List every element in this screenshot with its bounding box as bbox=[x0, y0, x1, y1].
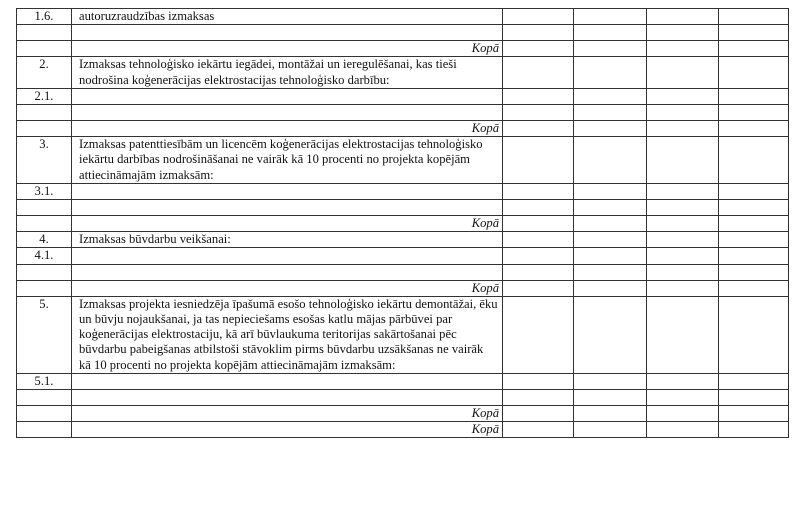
amount-cell bbox=[503, 373, 574, 389]
amount-cell bbox=[647, 232, 719, 248]
blank-row bbox=[17, 25, 789, 41]
row-number: 3. bbox=[17, 137, 72, 184]
amount-cell bbox=[503, 9, 574, 25]
amount-cell bbox=[647, 200, 719, 216]
amount-cell bbox=[503, 390, 574, 406]
amount-cell bbox=[647, 25, 719, 41]
cost-table-page bbox=[16, 8, 789, 438]
amount-cell bbox=[719, 200, 789, 216]
row-description bbox=[72, 248, 503, 264]
amount-cell bbox=[647, 183, 719, 199]
amount-cell bbox=[503, 41, 574, 57]
amount-cell bbox=[719, 232, 789, 248]
amount-cell bbox=[719, 264, 789, 280]
amount-cell bbox=[503, 105, 574, 121]
total-row bbox=[17, 422, 789, 438]
total-row bbox=[17, 41, 789, 57]
total-label: Kopā bbox=[72, 216, 503, 232]
amount-cell bbox=[647, 137, 719, 184]
amount-cell bbox=[719, 248, 789, 264]
amount-cell bbox=[503, 25, 574, 41]
amount-cell bbox=[574, 9, 647, 25]
amount-cell bbox=[574, 264, 647, 280]
row-number bbox=[17, 25, 72, 41]
amount-cell bbox=[647, 406, 719, 422]
row-description bbox=[72, 373, 503, 389]
row-number: 4. bbox=[17, 232, 72, 248]
amount-cell bbox=[719, 422, 789, 438]
row-number-cell bbox=[17, 216, 72, 232]
amount-cell bbox=[503, 121, 574, 137]
amount-cell bbox=[647, 296, 719, 373]
amount-cell bbox=[647, 373, 719, 389]
amount-cell bbox=[503, 296, 574, 373]
amount-cell bbox=[574, 25, 647, 41]
amount-cell bbox=[647, 216, 719, 232]
amount-cell bbox=[574, 183, 647, 199]
total-row bbox=[17, 280, 789, 296]
amount-cell bbox=[503, 248, 574, 264]
row-description bbox=[72, 25, 503, 41]
blank-row bbox=[17, 105, 789, 121]
item-row bbox=[17, 137, 789, 184]
row-number-cell bbox=[17, 280, 72, 296]
total-label: Kopā bbox=[72, 121, 503, 137]
amount-cell bbox=[647, 88, 719, 104]
item-row bbox=[17, 9, 789, 25]
amount-cell bbox=[574, 280, 647, 296]
amount-cell bbox=[647, 121, 719, 137]
amount-cell bbox=[574, 248, 647, 264]
row-number: 3.1. bbox=[17, 183, 72, 199]
amount-cell bbox=[719, 296, 789, 373]
item-row bbox=[17, 57, 789, 88]
amount-cell bbox=[574, 105, 647, 121]
amount-cell bbox=[503, 137, 574, 184]
amount-cell bbox=[574, 57, 647, 88]
subitem-row bbox=[17, 248, 789, 264]
row-description bbox=[72, 200, 503, 216]
subitem-row bbox=[17, 373, 789, 389]
row-number bbox=[17, 264, 72, 280]
amount-cell bbox=[719, 25, 789, 41]
item-row bbox=[17, 296, 789, 373]
amount-cell bbox=[647, 390, 719, 406]
row-description: Izmaksas tehnoloģisko iekārtu iegādei, montāžai un ieregulēšanai, kas tieši nodrošina koģenerācijas elektrostacijas tehnoloģisko darbību: bbox=[72, 57, 503, 88]
amount-cell bbox=[719, 216, 789, 232]
subitem-row bbox=[17, 88, 789, 104]
row-number bbox=[17, 390, 72, 406]
amount-cell bbox=[574, 88, 647, 104]
row-description: Izmaksas projekta iesniedzēja īpašumā esošo tehnoloģisko iekārtu demontāžai, ēku un būvju nojaukšanai, ja tas nepieciešams esošas katlu mājas pārbūvei par koģenerācijas elektrostaciju, kā arī būvlaukuma teritorijas sakārtošanai pēc būvdarbu pabeigšanas atbilstoši stāvoklim pirms būvdarbu uzsākšanas ne vairāk kā 10 procenti no projekta kopējām attiecināmajām izmaksām: bbox=[72, 296, 503, 373]
amount-cell bbox=[719, 280, 789, 296]
total-label: Kopā bbox=[72, 422, 503, 438]
amount-cell bbox=[503, 232, 574, 248]
subitem-row bbox=[17, 183, 789, 199]
amount-cell bbox=[574, 137, 647, 184]
amount-cell bbox=[574, 41, 647, 57]
row-number: 5.1. bbox=[17, 373, 72, 389]
amount-cell bbox=[647, 280, 719, 296]
row-description: autoruzraudzības izmaksas bbox=[72, 9, 503, 25]
amount-cell bbox=[719, 183, 789, 199]
row-description bbox=[72, 183, 503, 199]
total-label: Kopā bbox=[72, 406, 503, 422]
total-row bbox=[17, 121, 789, 137]
amount-cell bbox=[503, 264, 574, 280]
row-number bbox=[17, 105, 72, 121]
amount-cell bbox=[503, 57, 574, 88]
amount-cell bbox=[719, 373, 789, 389]
amount-cell bbox=[503, 422, 574, 438]
amount-cell bbox=[574, 296, 647, 373]
cost-table-body bbox=[17, 9, 789, 438]
row-number: 4.1. bbox=[17, 248, 72, 264]
row-number: 2.1. bbox=[17, 88, 72, 104]
row-number-cell bbox=[17, 121, 72, 137]
blank-row bbox=[17, 390, 789, 406]
row-number bbox=[17, 200, 72, 216]
amount-cell bbox=[503, 280, 574, 296]
amount-cell bbox=[574, 406, 647, 422]
total-row bbox=[17, 406, 789, 422]
amount-cell bbox=[719, 406, 789, 422]
amount-cell bbox=[503, 200, 574, 216]
amount-cell bbox=[719, 41, 789, 57]
amount-cell bbox=[719, 121, 789, 137]
row-number-cell bbox=[17, 406, 72, 422]
amount-cell bbox=[574, 390, 647, 406]
amount-cell bbox=[647, 57, 719, 88]
row-description bbox=[72, 264, 503, 280]
cost-table bbox=[16, 8, 789, 438]
row-number-cell bbox=[17, 422, 72, 438]
row-number-cell bbox=[17, 41, 72, 57]
amount-cell bbox=[719, 57, 789, 88]
row-description bbox=[72, 105, 503, 121]
amount-cell bbox=[503, 216, 574, 232]
row-number: 1.6. bbox=[17, 9, 72, 25]
amount-cell bbox=[719, 390, 789, 406]
blank-row bbox=[17, 264, 789, 280]
row-description bbox=[72, 88, 503, 104]
amount-cell bbox=[719, 9, 789, 25]
total-label: Kopā bbox=[72, 280, 503, 296]
amount-cell bbox=[719, 137, 789, 184]
row-number: 5. bbox=[17, 296, 72, 373]
amount-cell bbox=[647, 248, 719, 264]
amount-cell bbox=[647, 422, 719, 438]
amount-cell bbox=[719, 105, 789, 121]
total-row bbox=[17, 216, 789, 232]
row-description: Izmaksas patenttiesībām un licencēm koģenerācijas elektrostacijas tehnoloģisko iekārtu darbības nodrošināšanai ne vairāk kā 10 procenti no projekta kopējām attiecināmajām izmaksām: bbox=[72, 137, 503, 184]
item-row bbox=[17, 232, 789, 248]
amount-cell bbox=[574, 216, 647, 232]
amount-cell bbox=[574, 232, 647, 248]
amount-cell bbox=[647, 264, 719, 280]
amount-cell bbox=[503, 183, 574, 199]
amount-cell bbox=[719, 88, 789, 104]
amount-cell bbox=[503, 406, 574, 422]
row-number: 2. bbox=[17, 57, 72, 88]
row-description bbox=[72, 390, 503, 406]
blank-row bbox=[17, 200, 789, 216]
amount-cell bbox=[647, 105, 719, 121]
amount-cell bbox=[574, 373, 647, 389]
amount-cell bbox=[647, 41, 719, 57]
amount-cell bbox=[574, 200, 647, 216]
row-description: Izmaksas būvdarbu veikšanai: bbox=[72, 232, 503, 248]
total-label: Kopā bbox=[72, 41, 503, 57]
amount-cell bbox=[574, 422, 647, 438]
amount-cell bbox=[503, 88, 574, 104]
amount-cell bbox=[574, 121, 647, 137]
amount-cell bbox=[647, 9, 719, 25]
